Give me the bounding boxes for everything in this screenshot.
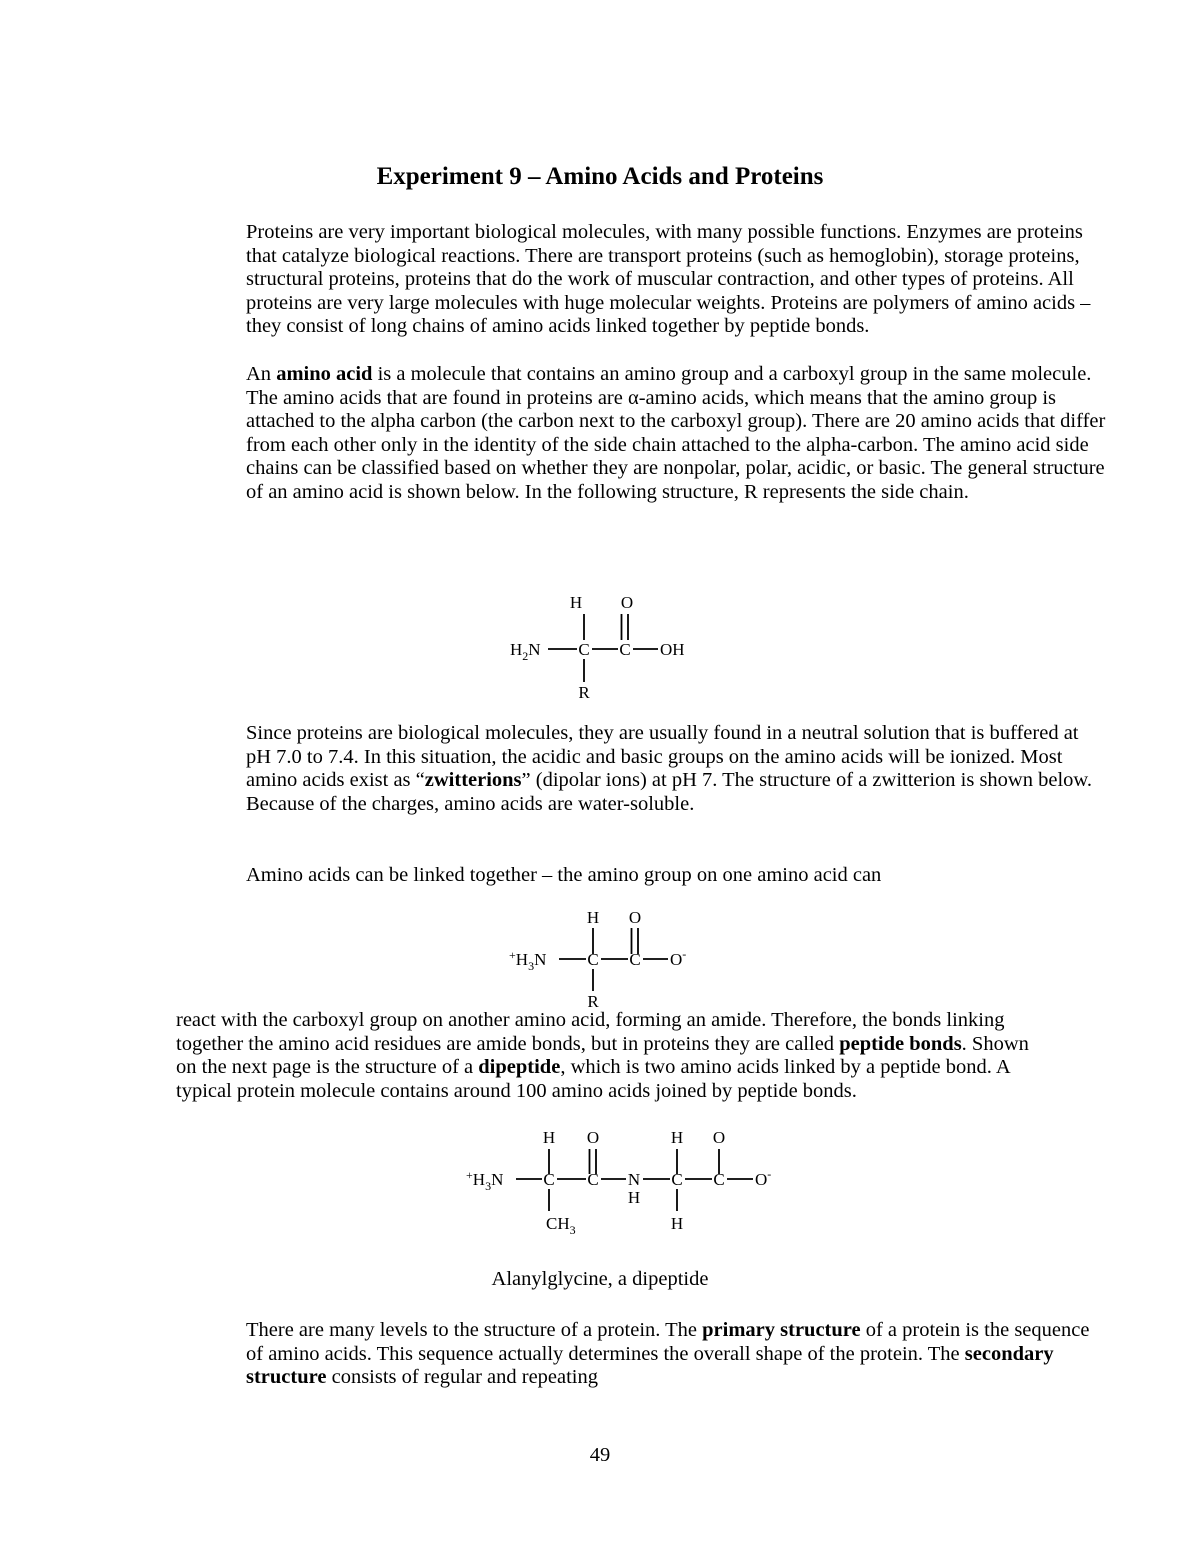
atom-carboxyl-carbon-2: C xyxy=(713,1170,725,1189)
atom-h: H xyxy=(586,908,600,927)
atom-o: O xyxy=(712,1128,726,1147)
atom-carboxyl-carbon: C xyxy=(629,950,641,969)
intro-paragraph: Proteins are very important biological molecules, with many possible functions. Enzymes are proteins that catalyze biological reactions. There are transport proteins (such as hemoglobin), storage proteins, structural proteins, proteins that do the work of muscular contraction, and other types of proteins. All proteins are very large molecules with huge molecular weights. Proteins are polymers of amino acids – they consist of long chains of amino acids linked together by peptide bonds. xyxy=(246,221,1091,338)
atom-o: O xyxy=(620,593,634,612)
amino-acid-paragraph: An amino acid is a molecule that contains an amino group and a carboxyl group in the same molecule. The amino acids that are found in proteins are α-amino acids, which means that the amino group is attached to the alpha carbon (the carbon next to the carboxyl group). There are 20 amino acids that differ from each other only in the identity of the side chain attached to the alpha-carbon. The amino acid side chains can be classified based on whether they are nonpolar, polar, acidic, or basic. The general structure of an amino acid is shown below. In the following structure, R represents the side chain. xyxy=(246,363,1106,503)
side-chain-r: R xyxy=(587,992,599,1011)
group-oh: OH xyxy=(660,640,685,659)
atom-h: H xyxy=(542,1128,556,1147)
atom-h: H xyxy=(569,593,583,612)
atom-alpha-carbon-2: C xyxy=(671,1170,683,1189)
atom-o: O xyxy=(628,908,642,927)
group-h3n-plus: $^+H_3N$ xyxy=(509,948,547,973)
group-o-minus: O- xyxy=(755,1167,772,1189)
zwitterion-structure xyxy=(505,903,705,1013)
linking-paragraph: Amino acids can be linked together – the amino group on one amino acid can xyxy=(246,864,882,886)
group-o-minus: O- xyxy=(670,947,687,969)
atom-amide-nitrogen: N xyxy=(627,1170,641,1189)
atom-carboxyl-carbon: C xyxy=(619,640,631,659)
group-h2n: $H_2N$ xyxy=(510,640,541,663)
page-number: 49 xyxy=(589,1444,611,1466)
atom-alpha-carbon: C xyxy=(587,950,599,969)
amino-acid-general-structure xyxy=(500,590,700,702)
atom-alpha-carbon-1: C xyxy=(543,1170,555,1189)
dipeptide-structure xyxy=(462,1125,782,1243)
protein-structure-paragraph: There are many levels to the structure of a protein. The primary structure of a protein is the sequence of amino acids. This sequence actually determines the overall shape of the protein. The secondary structure consists of regular and repeating xyxy=(246,1319,1090,1389)
atom-h: H xyxy=(670,1214,684,1233)
atom-amide-h: H xyxy=(627,1188,641,1207)
atom-o: O xyxy=(586,1128,600,1147)
atom-alpha-carbon: C xyxy=(578,640,590,659)
atom-h: H xyxy=(670,1128,684,1147)
page-title: Experiment 9 – Amino Acids and Proteins xyxy=(376,163,824,190)
dipeptide-caption: Alanylglycine, a dipeptide xyxy=(491,1268,709,1290)
side-chain-r: R xyxy=(578,683,590,702)
zwitterion-paragraph: Since proteins are biological molecules, they are usually found in a neutral solution that is buffered at pH 7.0 to 7.4. In this situation, the acidic and basic groups on the amino acids will be ionized. Most amino acids exist as “zwitterions” (dipolar ions) at pH 7. The structure of a zwitterion is shown below. Because of the charges, amino acids are water-soluble. xyxy=(246,722,1092,815)
atom-carbonyl-carbon-1: C xyxy=(587,1170,599,1189)
group-h3n-plus: $^+H_3N$ xyxy=(466,1168,504,1193)
group-ch3: $CH_3$ xyxy=(546,1214,576,1237)
peptide-bond-paragraph: react with the carboxyl group on another amino acid, forming an amide. Therefore, the bonds linking together the amino acid residues are amide bonds, but in proteins they are called peptide bonds. Shown on the next page is the structure of a dipeptide, which is two amino acids linked by a peptide bond. A typical protein molecule contains around 100 amino acids joined by peptide bonds. xyxy=(176,1009,1029,1102)
